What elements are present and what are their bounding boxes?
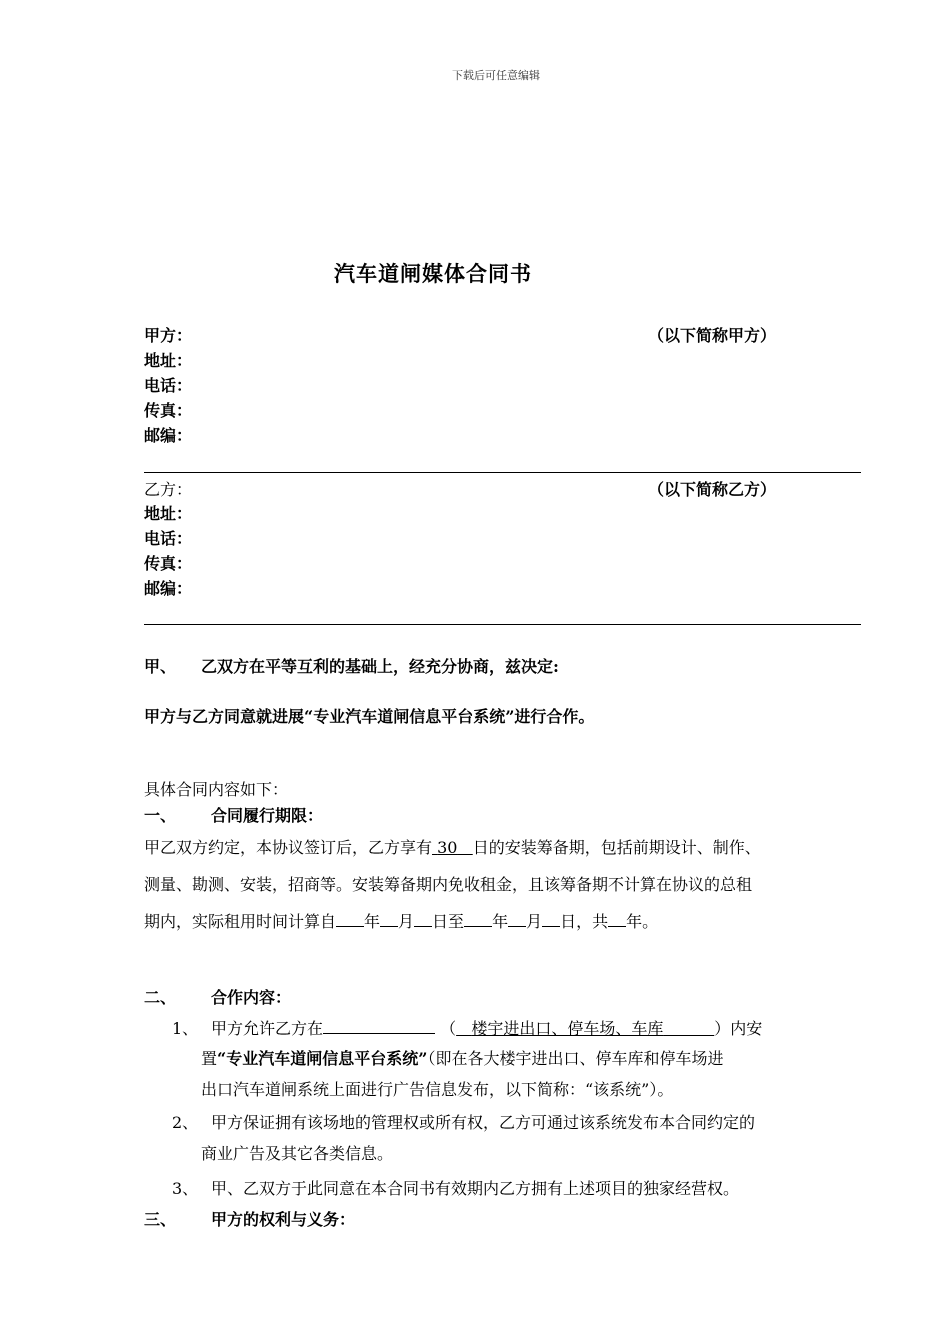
divider-line bbox=[144, 624, 861, 625]
end-year-blank[interactable] bbox=[464, 911, 492, 927]
party-a-postcode: 邮编： bbox=[144, 426, 193, 445]
party-a-alias: （以下简称甲方） bbox=[648, 326, 777, 345]
prep-days-value: 30 bbox=[437, 838, 458, 857]
item3-line1: 甲、乙双方于此同意在本合同书有效期内乙方拥有上述项目的独家经营权。 bbox=[211, 1179, 740, 1198]
section1-text-b: 日的安装筹备期，包括前期设计、制作、 bbox=[472, 838, 761, 857]
item3-number: 3、 bbox=[172, 1179, 199, 1198]
party-b-phone: 电话： bbox=[144, 529, 193, 548]
intro-line1-a: 甲、 bbox=[144, 657, 177, 676]
section1-paragraph-line2: 测量、勘测、安装，招商等。安装筹备期内免收租金，且该筹备期不计算在协议的总租 bbox=[144, 875, 753, 894]
party-b-address: 地址： bbox=[144, 504, 193, 523]
start-month-blank[interactable] bbox=[380, 911, 398, 927]
start-day-blank[interactable] bbox=[414, 911, 432, 927]
party-a-address: 地址： bbox=[144, 351, 193, 370]
party-b-fax: 传真： bbox=[144, 554, 193, 573]
document-title: 汽车道闸媒体合同书 bbox=[334, 261, 532, 286]
party-a-label: 甲方： bbox=[144, 326, 193, 345]
divider-line bbox=[144, 472, 861, 473]
section2-heading: 合作内容： bbox=[211, 988, 292, 1007]
section1-number: 一、 bbox=[144, 806, 177, 825]
item1-line3: 出口汽车道闸系统上面进行广告信息发布，以下简称：“该系统”）。 bbox=[201, 1080, 674, 1099]
intro-line1-b: 乙双方在平等互利的基础上，经充分协商，兹决定: bbox=[201, 657, 559, 676]
section1-paragraph-line3: 期内，实际租用时间计算自 年 月 日至 年 月 日，共 年。 bbox=[144, 912, 659, 931]
total-years-blank[interactable] bbox=[608, 911, 626, 927]
item1-line2: 置“专业汽车道闸信息平台系统”（即在各大楼宇进出口、停车库和停车场进 bbox=[201, 1049, 724, 1068]
start-year-blank[interactable] bbox=[336, 911, 364, 927]
item2-line2: 商业广告及其它各类信息。 bbox=[201, 1144, 394, 1163]
section3-heading: 甲方的权利与义务： bbox=[211, 1210, 356, 1229]
section1-paragraph-line1 bbox=[144, 835, 761, 858]
item2-line1: 甲方保证拥有该场地的管理权或所有权，乙方可通过该系统发布本合同约定的 bbox=[211, 1113, 756, 1132]
item1-number: 1、 bbox=[172, 1019, 199, 1038]
party-b-postcode: 邮编： bbox=[144, 579, 193, 598]
party-b-alias: （以下简称乙方） bbox=[648, 480, 777, 499]
party-b-label: 乙方： bbox=[144, 480, 193, 499]
end-day-blank[interactable] bbox=[542, 911, 560, 927]
intro-line2: 甲方与乙方同意就进展“专业汽车道闸信息平台系统”进行合作。 bbox=[144, 707, 595, 726]
party-a-phone: 电话： bbox=[144, 376, 193, 395]
section1-heading: 合同履行期限： bbox=[211, 806, 324, 825]
section1-text-a: 甲乙双方约定，本协议签订后，乙方享有 bbox=[144, 838, 433, 857]
section2-number: 二、 bbox=[144, 988, 177, 1007]
location-value: 楼宇进出口、停车场、车库 bbox=[471, 1019, 664, 1038]
header-note: 下载后可任意编辑 bbox=[452, 69, 540, 82]
place-blank[interactable] bbox=[323, 1018, 435, 1034]
section3-number: 三、 bbox=[144, 1210, 177, 1229]
party-a-fax: 传真： bbox=[144, 401, 193, 420]
end-month-blank[interactable] bbox=[508, 911, 526, 927]
item1-line1: 甲方允许乙方在 （ 楼宇进出口、停车场、车库 ）内安 bbox=[211, 1019, 763, 1038]
item2-number: 2、 bbox=[172, 1113, 199, 1132]
contract-content-label: 具体合同内容如下： bbox=[144, 780, 289, 799]
